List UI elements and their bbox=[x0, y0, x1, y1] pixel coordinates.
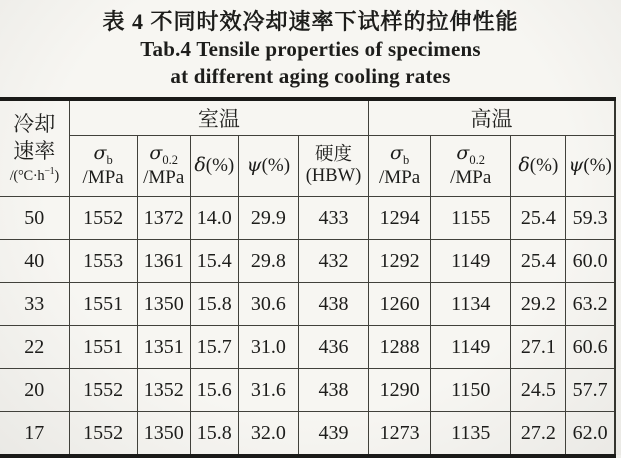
cell-value: 25.4 bbox=[511, 240, 566, 283]
cell-value: 15.8 bbox=[190, 412, 238, 457]
cell-value: 438 bbox=[298, 369, 368, 412]
cell-value: 1294 bbox=[369, 197, 431, 240]
cell-value: 1551 bbox=[69, 326, 137, 369]
cell-cooling-rate: 50 bbox=[0, 197, 69, 240]
cell-value: 1288 bbox=[369, 326, 431, 369]
table-row bbox=[0, 283, 615, 326]
cell-value: 1552 bbox=[69, 197, 137, 240]
cooling-rate-unit: $/(^\circ C\cdot h^{-1})$ bbox=[9, 166, 59, 185]
header-hardness: 硬度 (HBW) bbox=[298, 136, 368, 197]
cell-value: 31.6 bbox=[238, 369, 298, 412]
cell-value: 438 bbox=[298, 283, 368, 326]
tensile-properties-table bbox=[0, 97, 616, 458]
cell-value: 1552 bbox=[69, 369, 137, 412]
cell-value: 59.3 bbox=[566, 197, 615, 240]
cell-value: 24.5 bbox=[511, 369, 566, 412]
cell-value: 436 bbox=[298, 326, 368, 369]
cell-value: 63.2 bbox=[566, 283, 615, 326]
cell-cooling-rate: 40 bbox=[0, 240, 69, 283]
table-row bbox=[0, 369, 615, 412]
cell-value: 14.0 bbox=[190, 197, 238, 240]
cell-value: 1361 bbox=[137, 240, 190, 283]
group-header-room-temp: 室温 bbox=[69, 99, 368, 136]
cell-value: 32.0 bbox=[238, 412, 298, 457]
table-row bbox=[0, 197, 615, 240]
header-delta-room: δ(%) bbox=[190, 136, 238, 197]
cell-value: 1551 bbox=[69, 283, 137, 326]
cell-value: 1134 bbox=[431, 283, 511, 326]
header-delta-high: δ(%) bbox=[511, 136, 566, 197]
cell-value: 15.8 bbox=[190, 283, 238, 326]
cell-value: 1372 bbox=[137, 197, 190, 240]
cell-value: 1150 bbox=[431, 369, 511, 412]
table-row bbox=[0, 240, 615, 283]
cell-value: 25.4 bbox=[511, 197, 566, 240]
cell-value: 432 bbox=[298, 240, 368, 283]
cell-value: 1351 bbox=[137, 326, 190, 369]
cell-value: 1553 bbox=[69, 240, 137, 283]
group-header-high-temp: 高温 bbox=[369, 99, 615, 136]
cell-value: 1273 bbox=[369, 412, 431, 457]
header-sigma-02-room: $\sigma_{0.2}$ /MPa bbox=[137, 136, 190, 197]
cell-value: 1260 bbox=[369, 283, 431, 326]
cell-value: 433 bbox=[298, 197, 368, 240]
cell-value: 30.6 bbox=[238, 283, 298, 326]
cell-value: 31.0 bbox=[238, 326, 298, 369]
cell-value: 1155 bbox=[431, 197, 511, 240]
cell-cooling-rate: 17 bbox=[0, 412, 69, 457]
table-row bbox=[0, 326, 615, 369]
cell-value: 60.0 bbox=[566, 240, 615, 283]
header-sigma-b-room: $\sigma_b$ /MPa bbox=[69, 136, 137, 197]
cell-value: 1350 bbox=[137, 283, 190, 326]
cooling-rate-label-line1: 冷却 bbox=[13, 111, 56, 136]
header-psi-room: ψ(%) bbox=[238, 136, 298, 197]
cell-value: 15.6 bbox=[190, 369, 238, 412]
cell-value: 57.7 bbox=[566, 369, 615, 412]
header-psi-high: ψ(%) bbox=[566, 136, 615, 197]
cell-value: 15.4 bbox=[190, 240, 238, 283]
cooling-rate-label-line2: 速率 bbox=[13, 139, 56, 164]
header-cooling-rate bbox=[0, 99, 69, 197]
cell-cooling-rate: 33 bbox=[0, 283, 69, 326]
cell-value: 1350 bbox=[137, 412, 190, 457]
cell-value: 29.2 bbox=[511, 283, 566, 326]
cell-cooling-rate: 22 bbox=[0, 326, 69, 369]
cell-value: 439 bbox=[298, 412, 368, 457]
cell-value: 1292 bbox=[369, 240, 431, 283]
header-sigma-02-high: $\sigma_{0.2}$ /MPa bbox=[431, 136, 511, 197]
cell-value: 60.6 bbox=[566, 326, 615, 369]
cell-value: 15.7 bbox=[190, 326, 238, 369]
caption-english-line1: Tab.4 Tensile properties of specimens bbox=[140, 37, 481, 62]
cell-value: 1290 bbox=[369, 369, 431, 412]
caption-english-line2: at different aging cooling rates bbox=[170, 64, 451, 89]
cell-value: 1552 bbox=[69, 412, 137, 457]
caption-chinese: 表 4 不同时效冷却速率下试样的拉伸性能 bbox=[102, 9, 519, 34]
table-caption bbox=[0, 0, 621, 97]
cell-value: 1149 bbox=[431, 240, 511, 283]
cell-value: 1149 bbox=[431, 326, 511, 369]
cell-value: 29.8 bbox=[238, 240, 298, 283]
cell-value: 29.9 bbox=[238, 197, 298, 240]
cell-value: 62.0 bbox=[566, 412, 615, 457]
header-sigma-b-high: $\sigma_b$ /MPa bbox=[369, 136, 431, 197]
cell-cooling-rate: 20 bbox=[0, 369, 69, 412]
cell-value: 1352 bbox=[137, 369, 190, 412]
cell-value: 27.1 bbox=[511, 326, 566, 369]
table-row bbox=[0, 412, 615, 457]
cell-value: 27.2 bbox=[511, 412, 566, 457]
cell-value: 1135 bbox=[431, 412, 511, 457]
